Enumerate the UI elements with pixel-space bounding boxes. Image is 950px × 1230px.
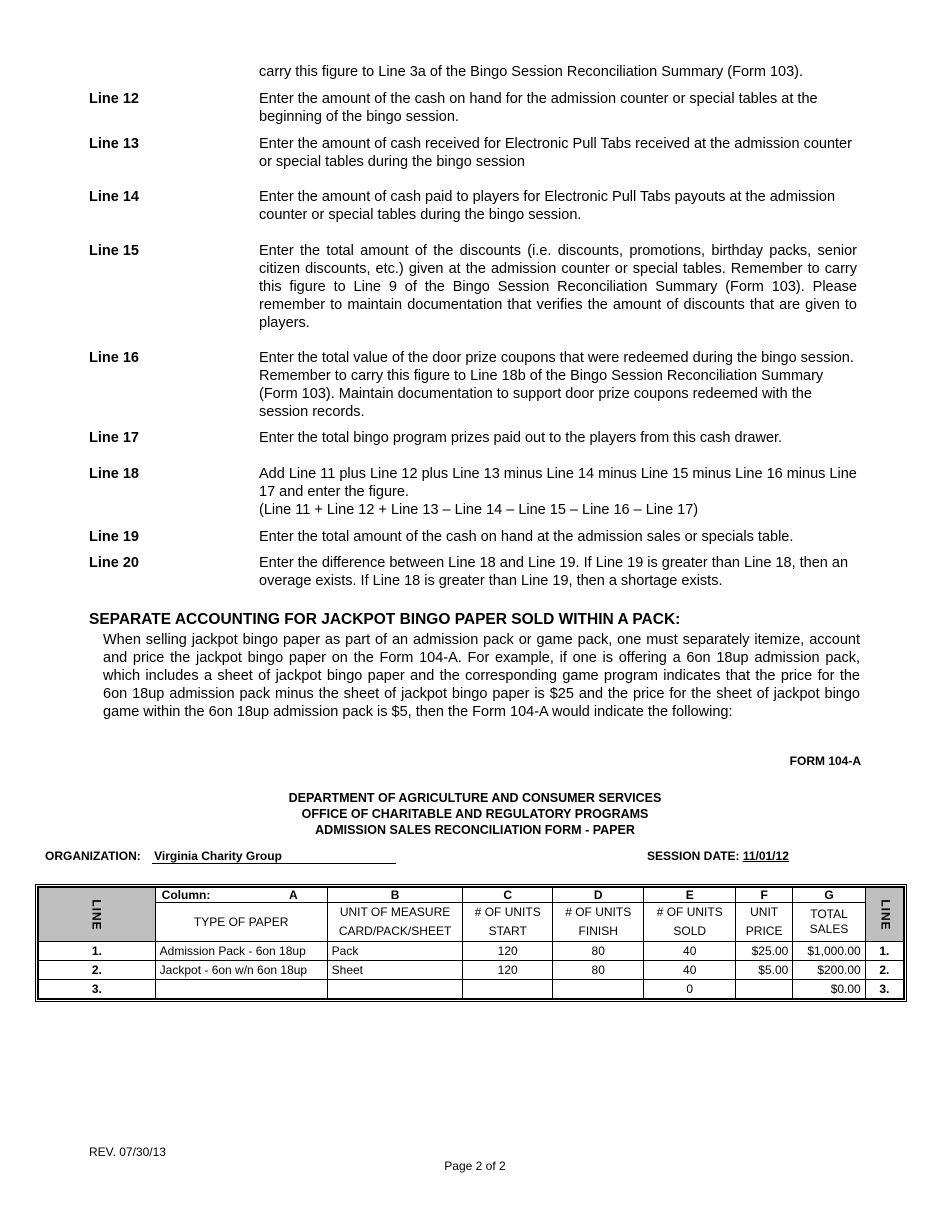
- column-header-row: [39, 903, 904, 942]
- line-text: Enter the amount of cash paid to players for Electronic Pull Tabs payouts at the admission counter or special tables during the bingo session.: [259, 189, 836, 223]
- admission-sales-table: [35, 884, 907, 1002]
- office-name: OFFICE OF CHARITABLE AND REGULATORY PROGRAMS: [301, 807, 649, 821]
- revision-date: REV. 07/30/13: [89, 1145, 166, 1159]
- line-label: Line 18: [89, 466, 139, 482]
- line-text: Add Line 11 plus Line 12 plus Line 13 minus Line 14 minus Line 15 minus Line 16 minus Line 17 and enter the figure.: [259, 466, 857, 500]
- row-line-number-right: 3.: [865, 980, 903, 999]
- cell-finish: [552, 980, 644, 999]
- line-text: Enter the amount of the cash on hand for the admission counter or special tables at the beginning of the bingo session.: [259, 91, 818, 125]
- line-formula: (Line 11 + Line 12 + Line 13 – Line 14 – Line 15 – Line 16 – Line 17): [259, 502, 699, 518]
- column-e-letter: E: [644, 888, 736, 903]
- column-d-letter: D: [552, 888, 644, 903]
- header-type-of-paper: TYPE OF PAPER: [155, 903, 327, 942]
- continuation-text: carry this figure to Line 3a of the Bingo Session Reconciliation Summary (Form 103).: [259, 64, 803, 80]
- cell-type: Jackpot - 6on w/n 6on 18up: [155, 961, 327, 980]
- column-letter-row: [39, 888, 904, 903]
- line-text: Enter the total value of the door prize coupons that were redeemed during the bingo session. Remember to carry this figure to Line 18b of the Bingo Session Reconciliation Summary (Form 103). Maintain documentation to support door prize coupons redeemed with the session records.: [259, 350, 854, 420]
- cell-start: [463, 980, 553, 999]
- instruction-line-17: [89, 429, 859, 447]
- line-text: Enter the difference between Line 18 and Line 19. If Line 19 is greater than Line 18, then an overage exists. If Line 18 is greater than Line 19, then a shortage exists.: [259, 555, 849, 589]
- cell-total: $1,000.00: [793, 942, 865, 961]
- column-a-letter: Column: A: [155, 888, 327, 903]
- section-paragraph: When selling jackpot bingo paper as part of an admission pack or game pack, one must separately itemize, account and price the jackpot bingo paper on the Form 104-A. For example, if one is offering a 6on 18up admission pack, which includes a sheet of jackpot bingo paper and the corresponding game program indicates that the price for the 6on 18up admission pack minus the sheet of jackpot bingo paper is $25 and the price for the sheet of jackpot bingo game within the 6on 18up admission pack is $5, then the Form 104-A would indicate the following:: [103, 632, 860, 720]
- form-header: [0, 790, 950, 838]
- instruction-line-14: [89, 188, 859, 224]
- department-name: DEPARTMENT OF AGRICULTURE AND CONSUMER SERVICES: [288, 791, 662, 805]
- section-heading: SEPARATE ACCOUNTING FOR JACKPOT BINGO PAPER SOLD WITHIN A PACK:: [89, 611, 681, 628]
- cell-unit: Pack: [327, 942, 463, 961]
- header-units-finish: # OF UNITS FINISH: [552, 903, 644, 942]
- cell-type: [155, 980, 327, 999]
- column-f-letter: F: [735, 888, 792, 903]
- cell-sold: 40: [644, 961, 736, 980]
- cell-finish: 80: [552, 961, 644, 980]
- line-label: Line 13: [89, 136, 139, 152]
- line-text: Enter the amount of cash received for Electronic Pull Tabs received at the admission counter or special tables during the bingo session: [259, 136, 852, 170]
- line-header-left: LINE: [39, 888, 156, 942]
- line-label: Line 12: [89, 91, 139, 107]
- header-total-sales: TOTAL SALES: [793, 903, 865, 942]
- cell-finish: 80: [552, 942, 644, 961]
- instruction-line-12: [89, 90, 859, 126]
- line-label: Line 19: [89, 529, 139, 545]
- column-g-letter: G: [793, 888, 865, 903]
- column-b-letter: B: [327, 888, 463, 903]
- line-label: Line 20: [89, 555, 139, 571]
- organization-field: [45, 849, 396, 864]
- line-label: Line 15: [89, 243, 139, 259]
- organization-value: Virginia Charity Group: [152, 849, 396, 864]
- cell-unit: Sheet: [327, 961, 463, 980]
- row-line-number-right: 2.: [865, 961, 903, 980]
- session-date-field: [647, 849, 789, 863]
- cell-price: $5.00: [735, 961, 792, 980]
- line-label: Line 16: [89, 350, 139, 366]
- organization-label: ORGANIZATION:: [45, 849, 141, 863]
- instruction-line-16: [89, 349, 859, 421]
- row-line-number: 3.: [39, 980, 156, 999]
- cell-unit: [327, 980, 463, 999]
- table-row: [39, 980, 904, 999]
- row-line-number: 2.: [39, 961, 156, 980]
- table-row: [39, 961, 904, 980]
- column-c-letter: C: [463, 888, 553, 903]
- form-title: ADMISSION SALES RECONCILIATION FORM - PAPER: [315, 823, 635, 837]
- session-date-label: SESSION DATE:: [647, 849, 740, 863]
- line-text: Enter the total bingo program prizes paid out to the players from this cash drawer.: [259, 430, 783, 446]
- table-row: [39, 942, 904, 961]
- instruction-line-19: [89, 528, 859, 546]
- instruction-line-13: [89, 135, 859, 171]
- instruction-line-15: [89, 242, 859, 332]
- cell-sold: 40: [644, 942, 736, 961]
- line-text: Enter the total amount of the cash on hand at the admission sales or specials table.: [259, 529, 794, 545]
- header-units-start: # OF UNITS START: [463, 903, 553, 942]
- cell-price: [735, 980, 792, 999]
- row-line-number: 1.: [39, 942, 156, 961]
- cell-total: $200.00: [793, 961, 865, 980]
- line-label: Line 17: [89, 430, 139, 446]
- instruction-line-18: [89, 465, 859, 519]
- line-header-right: LINE: [865, 888, 903, 942]
- cell-start: 120: [463, 942, 553, 961]
- row-line-number-right: 1.: [865, 942, 903, 961]
- cell-price: $25.00: [735, 942, 792, 961]
- line-text: Enter the total amount of the discounts (i.e. discounts, promotions, birthday packs, senior citizen discounts, etc.) given at the admission counter or special tables. Remember to carry this figure to Line 9 of the Bingo Session Reconciliation Summary (Form 103). Please remember to maintain documentation that verifies the amount of discounts that are given to players.: [259, 243, 857, 331]
- cell-type: Admission Pack - 6on 18up: [155, 942, 327, 961]
- cell-start: 120: [463, 961, 553, 980]
- session-date-value: 11/01/12: [742, 849, 789, 863]
- header-unit-of-measure: UNIT OF MEASURE CARD/PACK/SHEET: [327, 903, 463, 942]
- form-number: FORM 104-A: [789, 754, 861, 768]
- line-label: Line 14: [89, 189, 139, 205]
- cell-sold: 0: [644, 980, 736, 999]
- cell-total: $0.00: [793, 980, 865, 999]
- page-number: Page 2 of 2: [444, 1159, 506, 1173]
- instruction-line-20: [89, 554, 859, 590]
- header-units-sold: # OF UNITS SOLD: [644, 903, 736, 942]
- header-unit-price: UNIT PRICE: [735, 903, 792, 942]
